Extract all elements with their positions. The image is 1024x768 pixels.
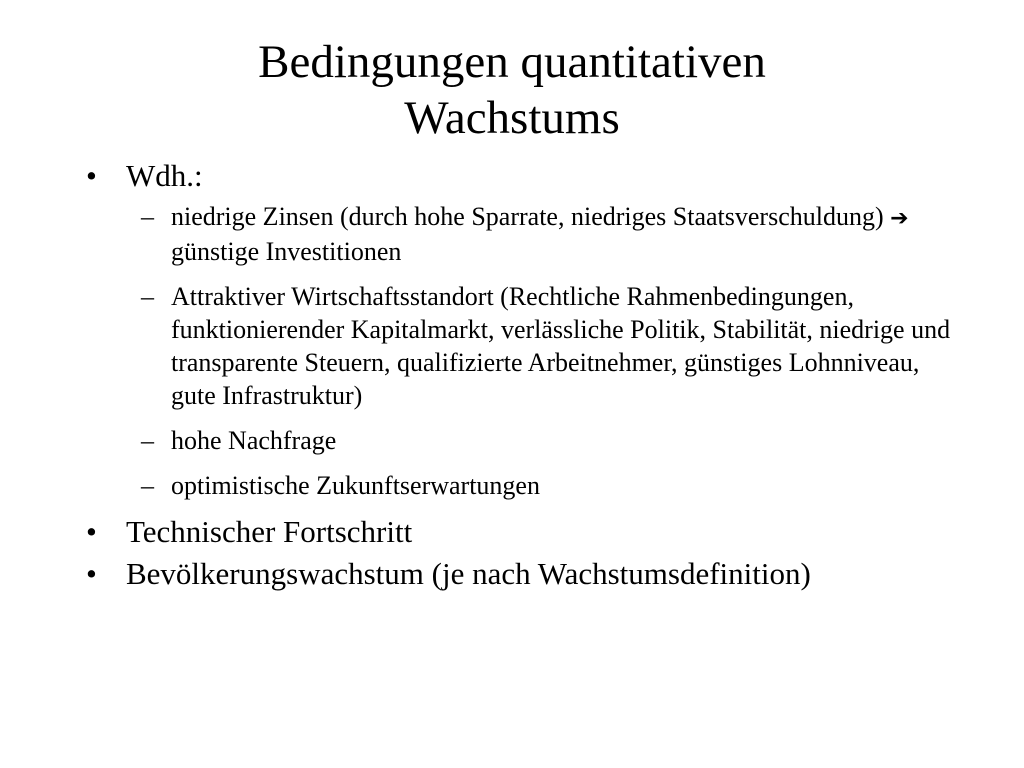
- bullet-item: [86, 158, 966, 194]
- slide-content: [86, 158, 966, 598]
- sub-bullet-list: [86, 200, 966, 502]
- arrow-right-icon: ➔: [890, 206, 909, 231]
- dash-marker: –: [141, 202, 154, 231]
- dash-marker: –: [141, 282, 154, 311]
- sub-bullet-text: Attraktiver Wirtschaftsstandort (Rechtliche Rahmenbedingungen, funktionierender Kapitalmarkt, verlässliche Politik, Stabilität, niedrige und transparente Steuern, qualifizierte Arbeitnehmer, günstiges Lohnniveau, gute Infrastruktur): [171, 282, 951, 410]
- bullet-text: Bevölkerungswachstum (je nach Wachstumsdefinition): [126, 556, 811, 591]
- bullet-marker: •: [86, 514, 97, 549]
- bullet-marker: •: [86, 158, 97, 193]
- bullet-text: Wdh.:: [126, 158, 203, 193]
- bullet-item: [86, 514, 966, 550]
- sub-bullet-text: optimistische Zukunftserwartungen: [171, 471, 540, 500]
- sub-bullet-item: [86, 424, 966, 457]
- sub-bullet-item: [86, 469, 966, 502]
- bullet-item: [86, 556, 966, 592]
- title-line-2: Wachstums: [404, 92, 620, 144]
- sub-bullet-item: [86, 200, 966, 268]
- sub-bullet-text: niedrige Zinsen (durch hohe Sparrate, niedriges Staatsverschuldung): [171, 202, 884, 231]
- sub-bullet-item: [86, 280, 966, 412]
- bullet-marker: •: [86, 556, 97, 591]
- sub-bullet-text-continued: günstige Investitionen: [171, 237, 402, 266]
- sub-bullet-text: hohe Nachfrage: [171, 426, 337, 455]
- slide-title: [80, 34, 944, 146]
- title-line-1: Bedingungen quantitativen: [258, 36, 766, 88]
- bullet-text: Technischer Fortschritt: [126, 514, 413, 549]
- dash-marker: –: [141, 426, 154, 455]
- dash-marker: –: [141, 471, 154, 500]
